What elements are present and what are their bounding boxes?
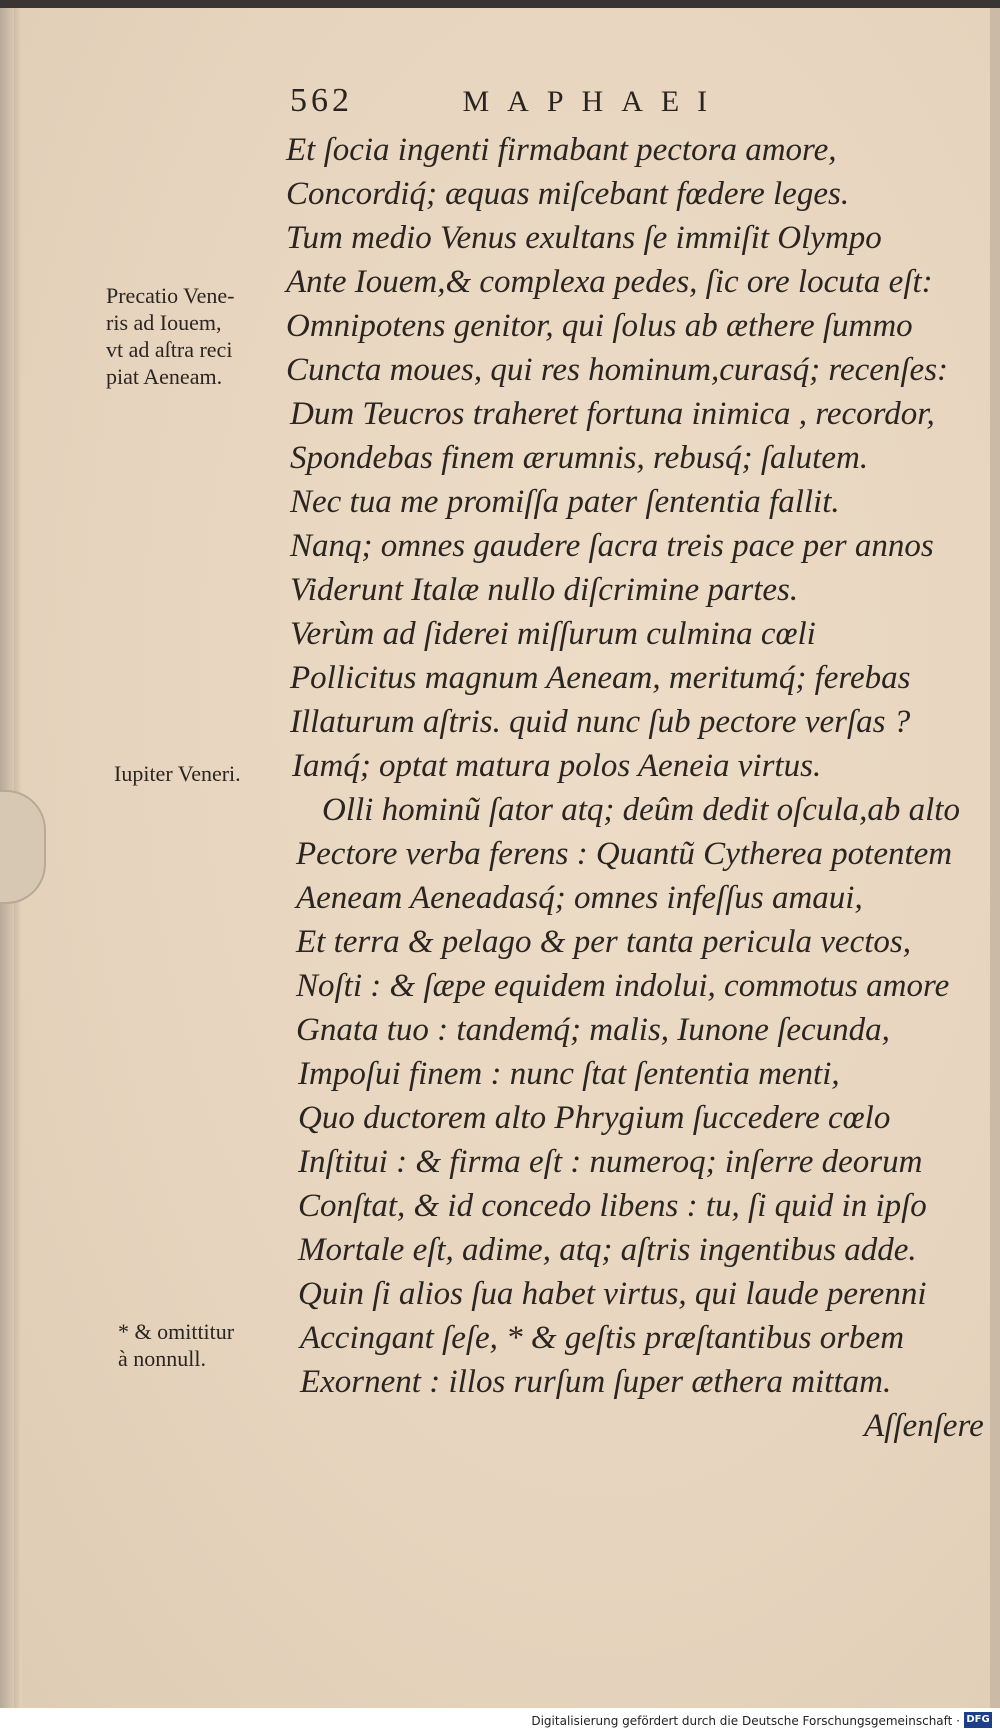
- marginal-note-precatio: Precatio Vene- ris ad Iouem, vt ad aſtra reci piat Aeneam.: [106, 283, 235, 389]
- verse-line: Noſti : & ſæpe equidem indolui, commotus amore: [296, 968, 950, 1004]
- verse-line: Illaturum aſtris. quid nunc ſub pectore verſas ?: [290, 704, 911, 740]
- verse-line: Iamq́; optat matura polos Aeneia virtus.: [292, 748, 822, 784]
- verse-line: Accingant ſeſe, * & geſtis præſtantibus orbem: [300, 1320, 905, 1356]
- verse-line: Et terra & pelago & per tanta pericula vectos,: [296, 924, 911, 960]
- book-edge-right: [990, 8, 1000, 1708]
- verse-line: Concordiq́; æquas miſcebant fœdere leges.: [286, 176, 850, 212]
- dfg-logo-icon: DFG: [964, 1712, 992, 1728]
- verse-line: Viderunt Italæ nullo diſcrimine partes.: [290, 572, 799, 608]
- verse-line: Ante Iouem,& complexa pedes, ſic ore locuta eſt:: [286, 264, 933, 300]
- verse-line: Mortale eſt, adime, atq; aſtris ingentibus adde.: [298, 1232, 917, 1268]
- marginal-note-omittitur: * & omittitur à nonnull.: [118, 1319, 235, 1371]
- marginal-note-iupiter: Iupiter Veneri.: [114, 761, 241, 786]
- verse-line: Olli hominũ ſator atq; deûm dedit oſcula,ab alto: [322, 792, 960, 828]
- verse-line: Quin ſi alios ſua habet virtus, qui laude perenni: [298, 1276, 927, 1312]
- verse-line: Inſtitui : & firma eſt : numeroq; inſerre deorum: [298, 1144, 923, 1180]
- verse-line: Omnipotens genitor, qui ſolus ab æthere ſummo: [286, 308, 913, 344]
- verse-line: Et ſocia ingenti firmabant pectora amore,: [286, 132, 837, 168]
- verse-line: Quo ductorem alto Phrygium ſuccedere cœlo: [298, 1100, 891, 1136]
- verse-line: Impoſui finem : nunc ſtat ſententia menti,: [298, 1056, 840, 1092]
- catchword: Aſſenſere: [864, 1408, 984, 1444]
- verse-line: Conſtat, & id concedo libens : tu, ſi quid in ipſo: [298, 1188, 927, 1224]
- page-number: 562: [290, 82, 353, 119]
- verse-line: Pectore verba ferens : Quantũ Cytherea potentem: [296, 836, 953, 872]
- footer-credit: Digitalisierung gefördert durch die Deutsche Forschungsgemeinschaft ·: [531, 1714, 960, 1728]
- window-top-bar: [0, 0, 1000, 8]
- verse-line: Spondebas finem ærumnis, rebusq́; ſalutem.: [290, 440, 869, 476]
- verse-line: Nec tua me promiſſa pater ſententia fallit.: [290, 484, 840, 520]
- verse-line: Aeneam Aeneadasq́; omnes infeſſus amaui,: [296, 880, 863, 916]
- verse-line: Exornent : illos rurſum ſuper æthera mittam.: [300, 1364, 892, 1400]
- verse-line: Dum Teucros traheret fortuna inimica , recordor,: [290, 396, 935, 432]
- verse-line: Tum medio Venus exultans ſe immiſit Olympo: [286, 220, 882, 256]
- verse-line: Nanq; omnes gaudere ſacra treis pace per annos: [290, 528, 934, 564]
- running-title: MAPHAEI: [462, 85, 726, 118]
- verse-line: Verùm ad ſiderei miſſurum culmina cœli: [290, 616, 816, 652]
- verse-line: Gnata tuo : tandemq́; malis, Iunone ſecunda,: [296, 1012, 890, 1048]
- page-header: [290, 82, 725, 120]
- digitization-footer: [0, 1708, 1000, 1735]
- verse-line: Cuncta moues, qui res hominum,curasq́; recenſes:: [286, 352, 949, 388]
- verse-line: Pollicitus magnum Aeneam, meritumq́; ferebas: [290, 660, 911, 696]
